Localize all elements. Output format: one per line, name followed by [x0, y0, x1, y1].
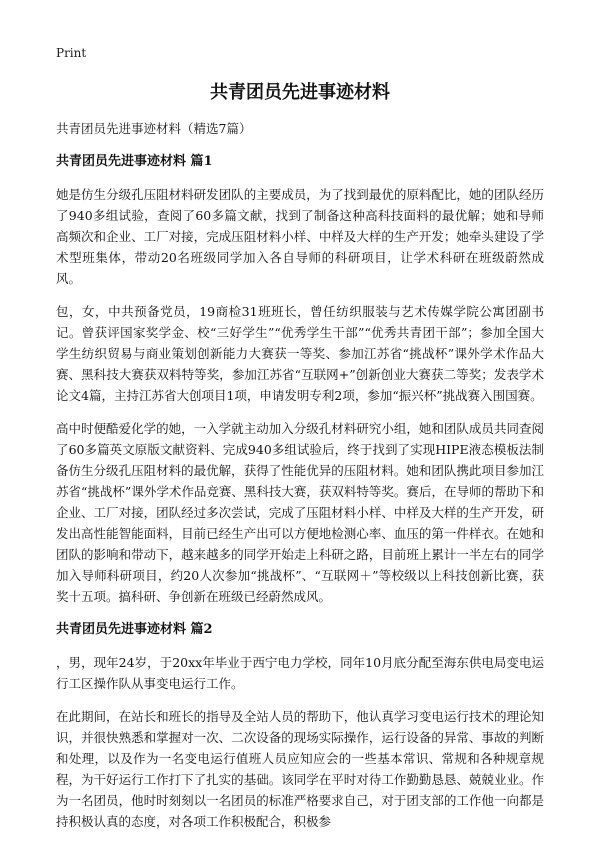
section-heading: 共青团员先进事迹材料 篇2 [56, 622, 213, 637]
paragraph: 在此期间，在站长和班长的指导及全站人员的帮助下，他认真学习变电运行技术的理论知识，并很快熟悉和掌握对一次、二次设备的现场实际操作，运行设备的异常、事故的判断和处理，以及作为一名变电运行值班人员应知应会的一些基本常识、常规和各种规章规程，为干好运行工作打下了扎实的基础。该同学在平时对待工作勤勤恳恳、兢兢业业。作为一名团员，他时时刻刻以一名团员的标准严格要求自己，对于团支部的工作他一向都是持积极认真的态度，对各项工作积极配合，积极参 [56, 709, 544, 829]
page-title: 共青团员先进事迹材料 [210, 82, 390, 103]
document-subtitle: 共青团员先进事迹材料（精选7篇） [56, 121, 252, 136]
paragraph: 高中时便酷爱化学的她，一入学就主动加入分级孔材料研究小组，她和团队成员共同查阅了60多篇英文原版文献资料、完成940多组试验后，终于找到了实现HIPE液态模板法制备仿生分级孔压阻材料的最优解，获得了性能优异的压阻材料。她和团队携此项目参加江苏省“挑战杯”课外学术作品竞赛、黑科技大赛，获双料特等奖。赛后，在导师的帮助下和企业、工厂对接，团队经过多次尝试，完成了压阻材料小样、中样及大样的生产开发，研发出高性能智能面料，目前已经生产出可以方便地检测心率、血压的第一件样衣。在她和团队的影响和带动下，越来越多的同学开始走上科研之路，目前班上累计一半左右的同学加入导师科研项目，约20人次参加“挑战杯”、“互联网＋”等校级以上科技创新比赛，获奖十五项。搞科研、争创新在班级已经蔚然成风。 [56, 421, 544, 604]
paragraph: 她是仿生分级孔压阻材料研发团队的主要成员，为了找到最优的原料配比，她的团队经历了940多组试验，查阅了60多篇文献，找到了制备这种高科技面料的最优解；她和导师高频次和企业、工厂对接，完成压阻材料小样、中样及大样的生产开发；她牵头建设了学术型班集体，带动20名班级同学加入各自导师的科研项目，让学术科研在班级蔚然成风。 [56, 187, 544, 286]
document-body [56, 118, 544, 844]
paragraph: ，男，现年24岁，于20xx年毕业于西宁电力学校，同年10月底分配至海东供电局变电运行工区操作队从事变电运行工作。 [56, 655, 544, 691]
paragraph: 包，女，中共预备党员，19商检31班班长，曾任纺织服装与艺术传媒学院公寓团副书记。曾获评国家奖学金、校“三好学生”“优秀学生干部”“优秀共青团干部”；参加全国大学生纺织贸易与商业策划创新能力大赛获一等奖、参加江苏省“挑战杯”课外学术作品大赛、黑科技大赛获双料特等奖，参加江苏省“互联网+”创新创业大赛获二等奖；发表学术论文4篇，主持江苏省大创项目1项，申请发明专利2项，参加“振兴杯”挑战赛入围国赛。 [56, 304, 544, 403]
section-heading: 共青团员先进事迹材料 篇1 [56, 154, 213, 169]
print-link[interactable]: Print [56, 46, 87, 60]
